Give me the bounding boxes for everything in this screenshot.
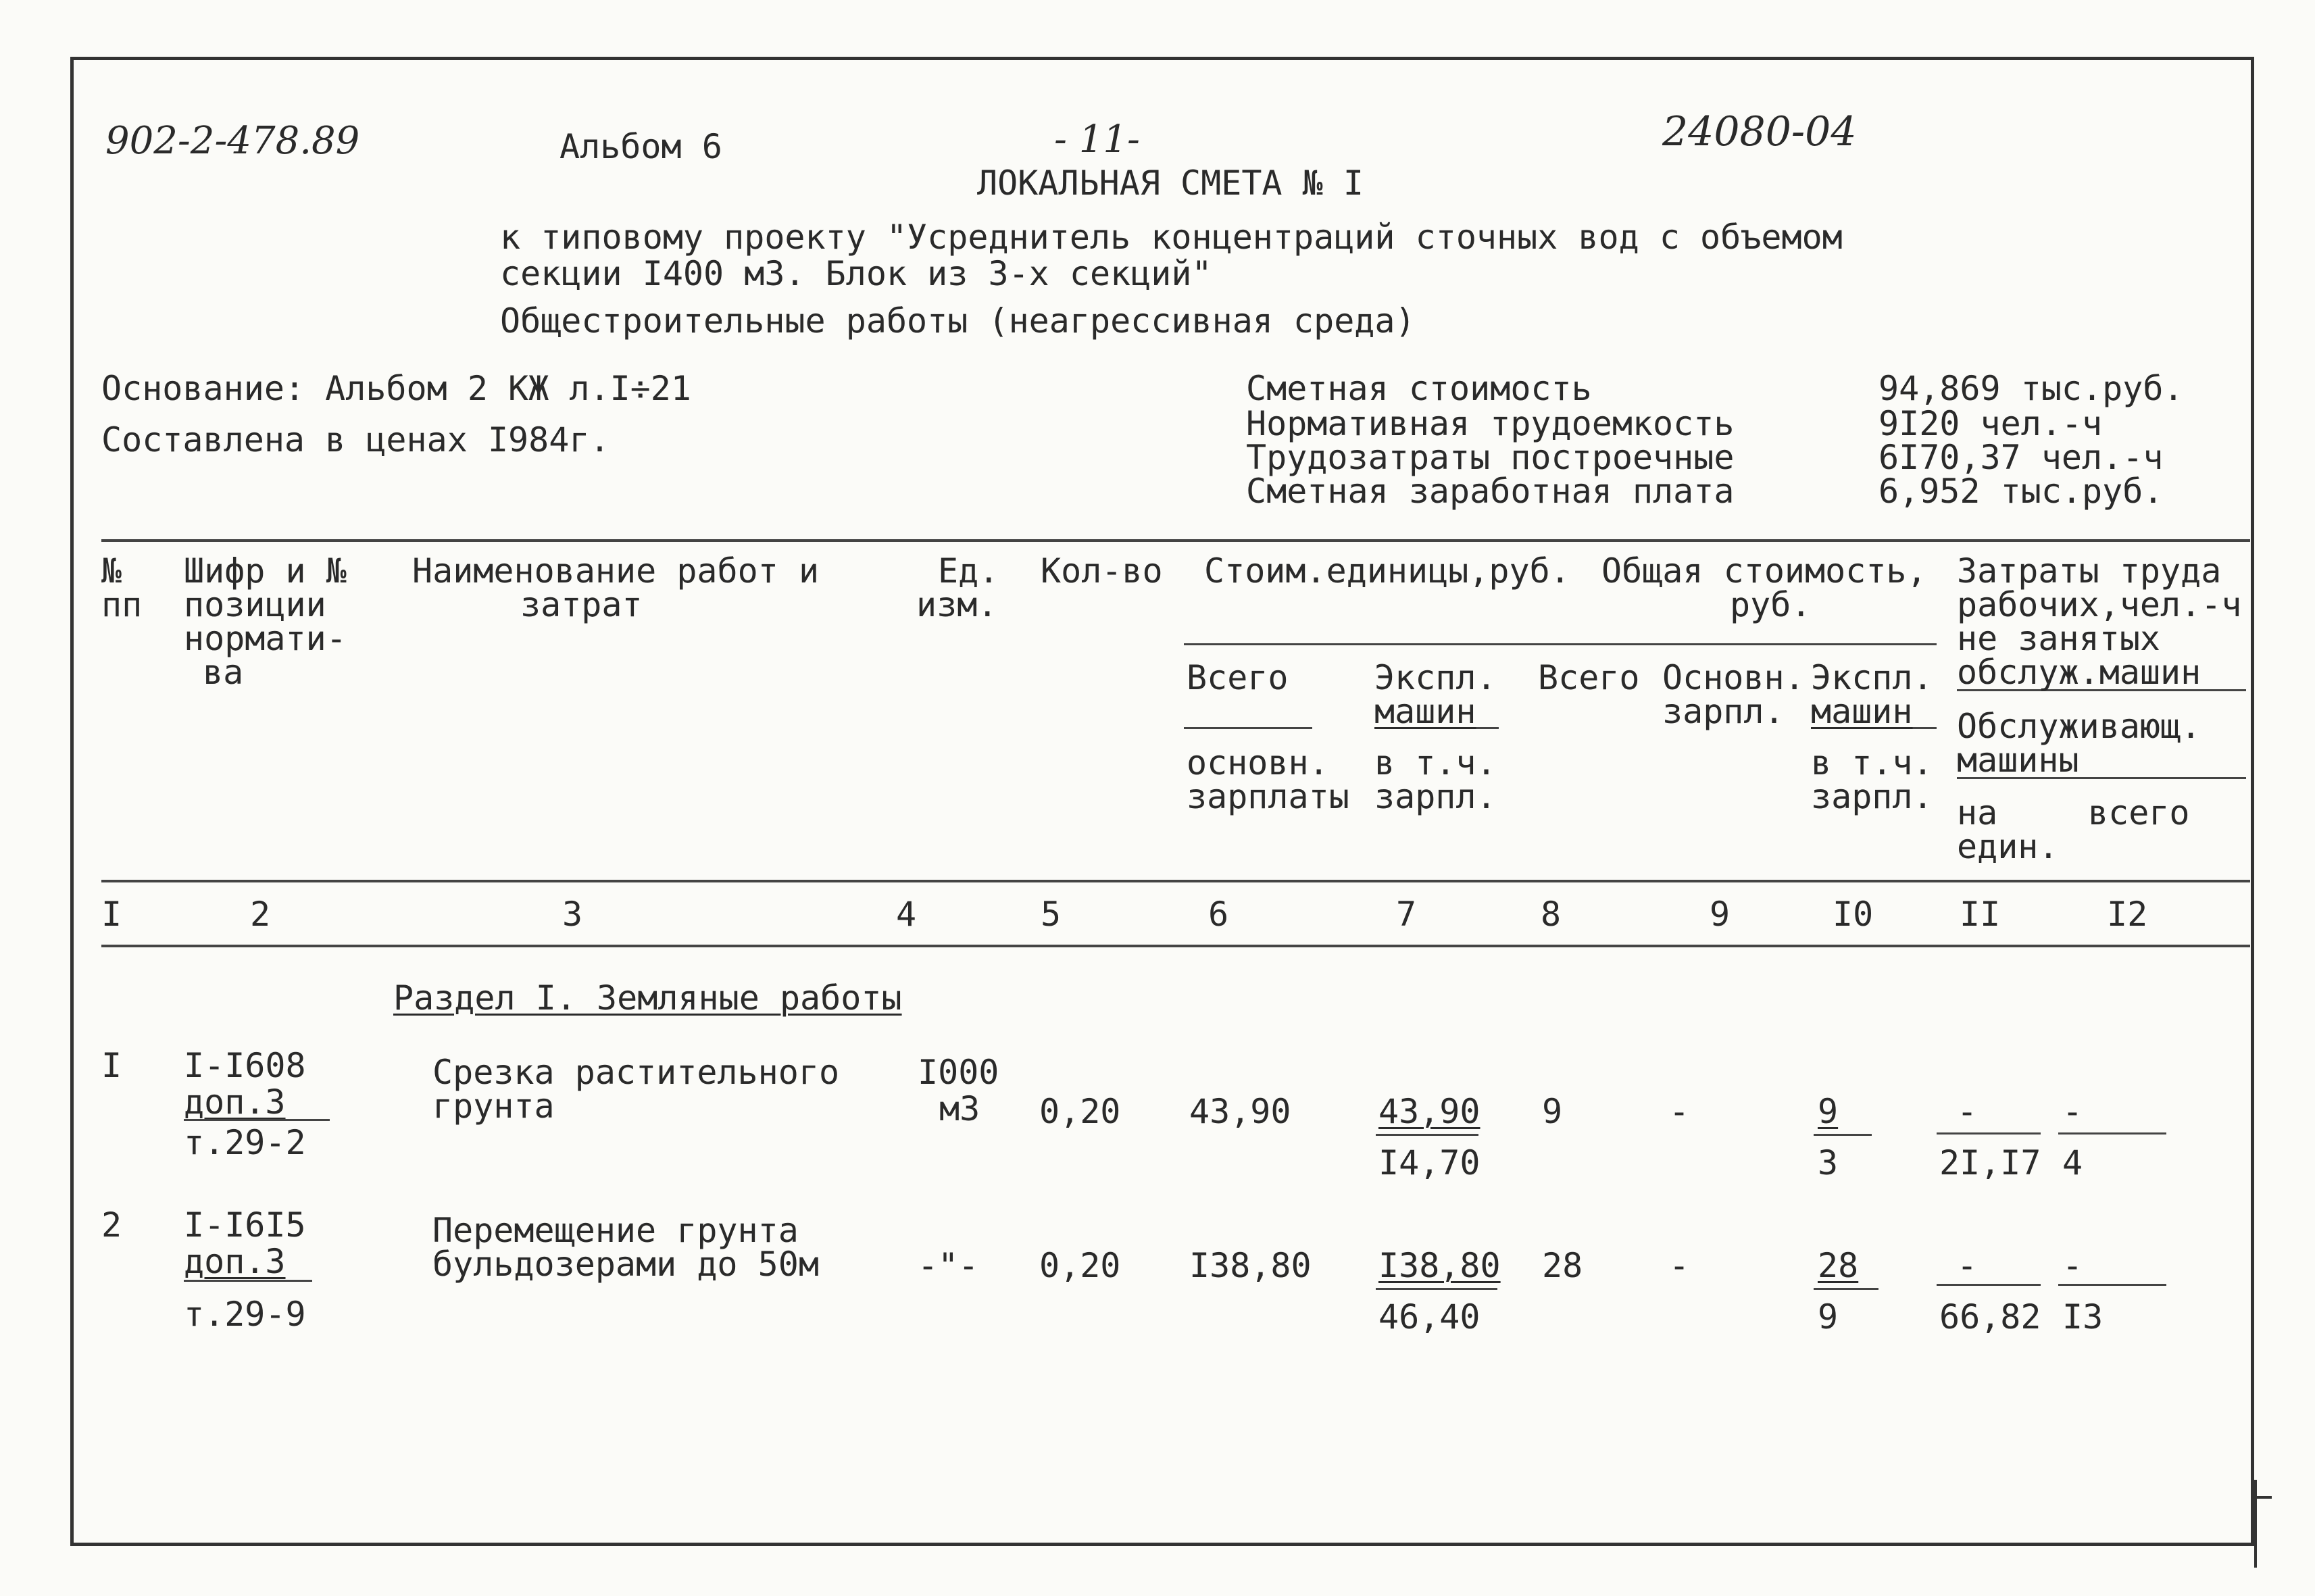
row-1-unit-2: м3: [939, 1089, 980, 1128]
row-2-code: I-I6I5: [184, 1205, 306, 1245]
album-label: Альбом 6: [559, 127, 722, 166]
row-2-code-3: т.29-9: [184, 1295, 306, 1334]
column-number: 5: [1041, 895, 1062, 934]
col-header-qty: Кол-во: [1041, 551, 1163, 591]
row-1-code-3: т.29-2: [184, 1123, 306, 1162]
col-header-c9-wages-2: зарпл.: [1662, 692, 1785, 731]
row-1-c10-rule: [1814, 1134, 1872, 1136]
row-1-unit: I000: [918, 1053, 999, 1092]
column-number: 3: [562, 895, 583, 934]
row-2-unit: -"-: [918, 1246, 979, 1285]
row-1-name: Срезка растительного: [432, 1053, 840, 1092]
row-2-c10-rule: [1814, 1288, 1878, 1290]
row-2-name: Перемещение грунта: [432, 1211, 799, 1250]
row-1-c12-top: -: [2062, 1092, 2083, 1131]
summary-label-wages: Сметная заработная плата: [1246, 472, 1735, 511]
summary-value-construction-labor: 6I70,37 чел.-ч: [1878, 438, 2164, 477]
table-top-rule: [101, 539, 2250, 542]
row-1-c7-top: 43,90: [1378, 1092, 1480, 1131]
col-header-labor-5: Обслуживающ.: [1957, 707, 2201, 746]
row-1-qty: 0,20: [1039, 1092, 1121, 1131]
col-header-name-2: затрат: [520, 585, 643, 624]
column-number: 4: [896, 895, 917, 934]
col-header-name: Наименование работ и: [412, 551, 820, 591]
row-1-c12-rule: [2058, 1132, 2166, 1134]
col-header-unit-cost: Стоим.единицы,руб.: [1204, 551, 1570, 591]
row-2-code-2: доп.3: [184, 1242, 286, 1281]
col-header-labor-6: машины: [1957, 741, 2079, 780]
col-header-code-3: нормати-: [184, 619, 347, 658]
col-header-c6-wages-2: зарплаты: [1187, 777, 1349, 816]
page-number: - 11-: [1054, 118, 1140, 161]
row-1-c12-bot: 4: [2062, 1143, 2083, 1182]
col-header-labor: Затраты труда: [1957, 551, 2222, 591]
row-1-code-rule: [184, 1119, 330, 1121]
row-2-code-rule: [184, 1280, 312, 1282]
row-1-c10-top: 9: [1818, 1092, 1839, 1131]
subtitle-line-1: к типовому проекту "Усреднитель концентраций сточных вод с объемом: [500, 218, 1843, 257]
row-1-code: I-I608: [184, 1046, 306, 1085]
col-header-c9-wages: Основн.: [1662, 658, 1805, 697]
header-bottom-rule: [101, 880, 2250, 882]
row-2-qty: 0,20: [1039, 1246, 1121, 1285]
summary-label-construction-labor: Трудозатраты построечные: [1246, 438, 1735, 477]
col-header-total-cost-2: руб.: [1730, 585, 1812, 624]
row-2-c9: -: [1669, 1246, 1690, 1285]
column-number: I: [101, 895, 122, 934]
project-code: 902-2-478.89: [105, 119, 360, 163]
subtitle-line-2: секции I400 м3. Блок из 3-х секций": [500, 254, 1212, 293]
document-number: 24080-04: [1662, 108, 1857, 155]
section-title: Раздел I. Земляные работы: [393, 978, 902, 1018]
cost-subheader-rule: [1184, 643, 1937, 645]
col-header-labor-total: всего: [2088, 793, 2190, 832]
summary-label-labor: Нормативная трудоемкость: [1246, 404, 1735, 443]
column-number: 9: [1710, 895, 1731, 934]
c6-split-rule: [1184, 727, 1312, 729]
column-number: 8: [1541, 895, 1562, 934]
column-number: I2: [2107, 895, 2148, 934]
row-2-name-2: бульдозерами до 50м: [432, 1245, 819, 1284]
col-header-num-2: пп: [101, 585, 143, 624]
row-1-c11-bot: 2I,I7: [1939, 1143, 2041, 1182]
col-header-unit: Ед.: [938, 551, 999, 591]
row-1-code-2: доп.3: [184, 1082, 286, 1122]
col-header-code-2: позиции: [184, 585, 326, 624]
row-2-c12-bot: I3: [2062, 1297, 2104, 1337]
row-1-c10-bot: 3: [1818, 1143, 1839, 1182]
summary-value-labor: 9I20 чел.-ч: [1878, 404, 2103, 443]
row-1-c7-bot: I4,70: [1378, 1143, 1480, 1182]
summary-value-cost: 94,869 тыс.руб.: [1878, 369, 2184, 408]
row-2-c12-rule: [2058, 1284, 2166, 1286]
col-header-c10-incl: в т.ч.: [1811, 743, 1933, 782]
col-header-labor-3: не занятых: [1957, 619, 2161, 658]
row-2-c10-bot: 9: [1818, 1297, 1839, 1337]
row-1-num: I: [101, 1046, 122, 1085]
col-header-code: Шифр и №: [184, 551, 347, 591]
col-header-c6-total: Всего: [1187, 658, 1289, 697]
col-header-c8-total: Всего: [1538, 658, 1640, 697]
edge-tick: [2254, 1496, 2272, 1499]
row-2-c7-bot: 46,40: [1378, 1297, 1480, 1337]
col-header-c6-wages: основн.: [1187, 743, 1329, 782]
edge-mark: [2254, 1480, 2257, 1568]
row-1-c8: 9: [1542, 1092, 1563, 1131]
row-1-c9: -: [1669, 1092, 1690, 1131]
column-number: II: [1960, 895, 2001, 934]
col-header-c7-machines: Экспл.: [1374, 658, 1497, 697]
col-header-labor-4: обслуж.машин: [1957, 653, 2201, 692]
row-1-name-2: грунта: [432, 1087, 555, 1126]
row-2-c11-top: -: [1957, 1246, 1978, 1285]
row-2-c10-top: 28: [1818, 1246, 1859, 1285]
col-header-c7-machines-2: машин: [1374, 692, 1476, 731]
column-number: 7: [1396, 895, 1417, 934]
row-1-c11-rule: [1937, 1132, 2041, 1134]
prices-line: Составлена в ценах I984г.: [101, 420, 610, 459]
row-1-c6: 43,90: [1189, 1092, 1291, 1131]
col-header-c7-incl: в т.ч.: [1374, 743, 1497, 782]
row-2-c11-rule: [1937, 1284, 2041, 1286]
col-header-c7-incl-2: зарпл.: [1374, 777, 1497, 816]
col-header-c10-incl-2: зарпл.: [1811, 777, 1933, 816]
col-header-labor-per-unit-2: един.: [1957, 827, 2059, 866]
row-2-c7-top: I38,80: [1378, 1246, 1501, 1285]
row-2-c6: I38,80: [1189, 1246, 1312, 1285]
basis-line: Основание: Альбом 2 КЖ л.I÷21: [101, 369, 691, 408]
row-2-c7-rule: [1376, 1288, 1497, 1290]
col-header-c10-machines-2: машин: [1811, 692, 1913, 731]
column-number: 2: [250, 895, 271, 934]
document-title: ЛОКАЛЬНАЯ СМЕТА № I: [977, 164, 1364, 203]
col-header-total-cost: Общая стоимость,: [1601, 551, 1927, 591]
col-header-labor-2: рабочих,чел.-ч: [1957, 585, 2242, 624]
row-2-c8: 28: [1542, 1246, 1583, 1285]
summary-value-wages: 6,952 тыс.руб.: [1878, 472, 2164, 511]
column-number: I0: [1833, 895, 1874, 934]
col-header-unit-2: изм.: [916, 585, 998, 624]
col-header-code-4: ва: [203, 653, 244, 692]
column-number-rule: [101, 945, 2250, 947]
col-header-labor-per-unit: на: [1957, 793, 1998, 832]
col-header-c10-machines: Экспл.: [1811, 658, 1933, 697]
row-2-c12-top: -: [2062, 1246, 2083, 1285]
subtitle-line-3: Общестроительные работы (неагрессивная среда): [500, 301, 1416, 341]
column-number: 6: [1208, 895, 1229, 934]
row-2-num: 2: [101, 1205, 122, 1245]
row-2-c11-bot: 66,82: [1939, 1297, 2041, 1337]
col-header-num: №: [101, 551, 122, 591]
row-1-c11-top: -: [1957, 1092, 1978, 1131]
row-1-c7-rule: [1376, 1134, 1478, 1136]
summary-label-cost: Сметная стоимость: [1246, 369, 1592, 408]
